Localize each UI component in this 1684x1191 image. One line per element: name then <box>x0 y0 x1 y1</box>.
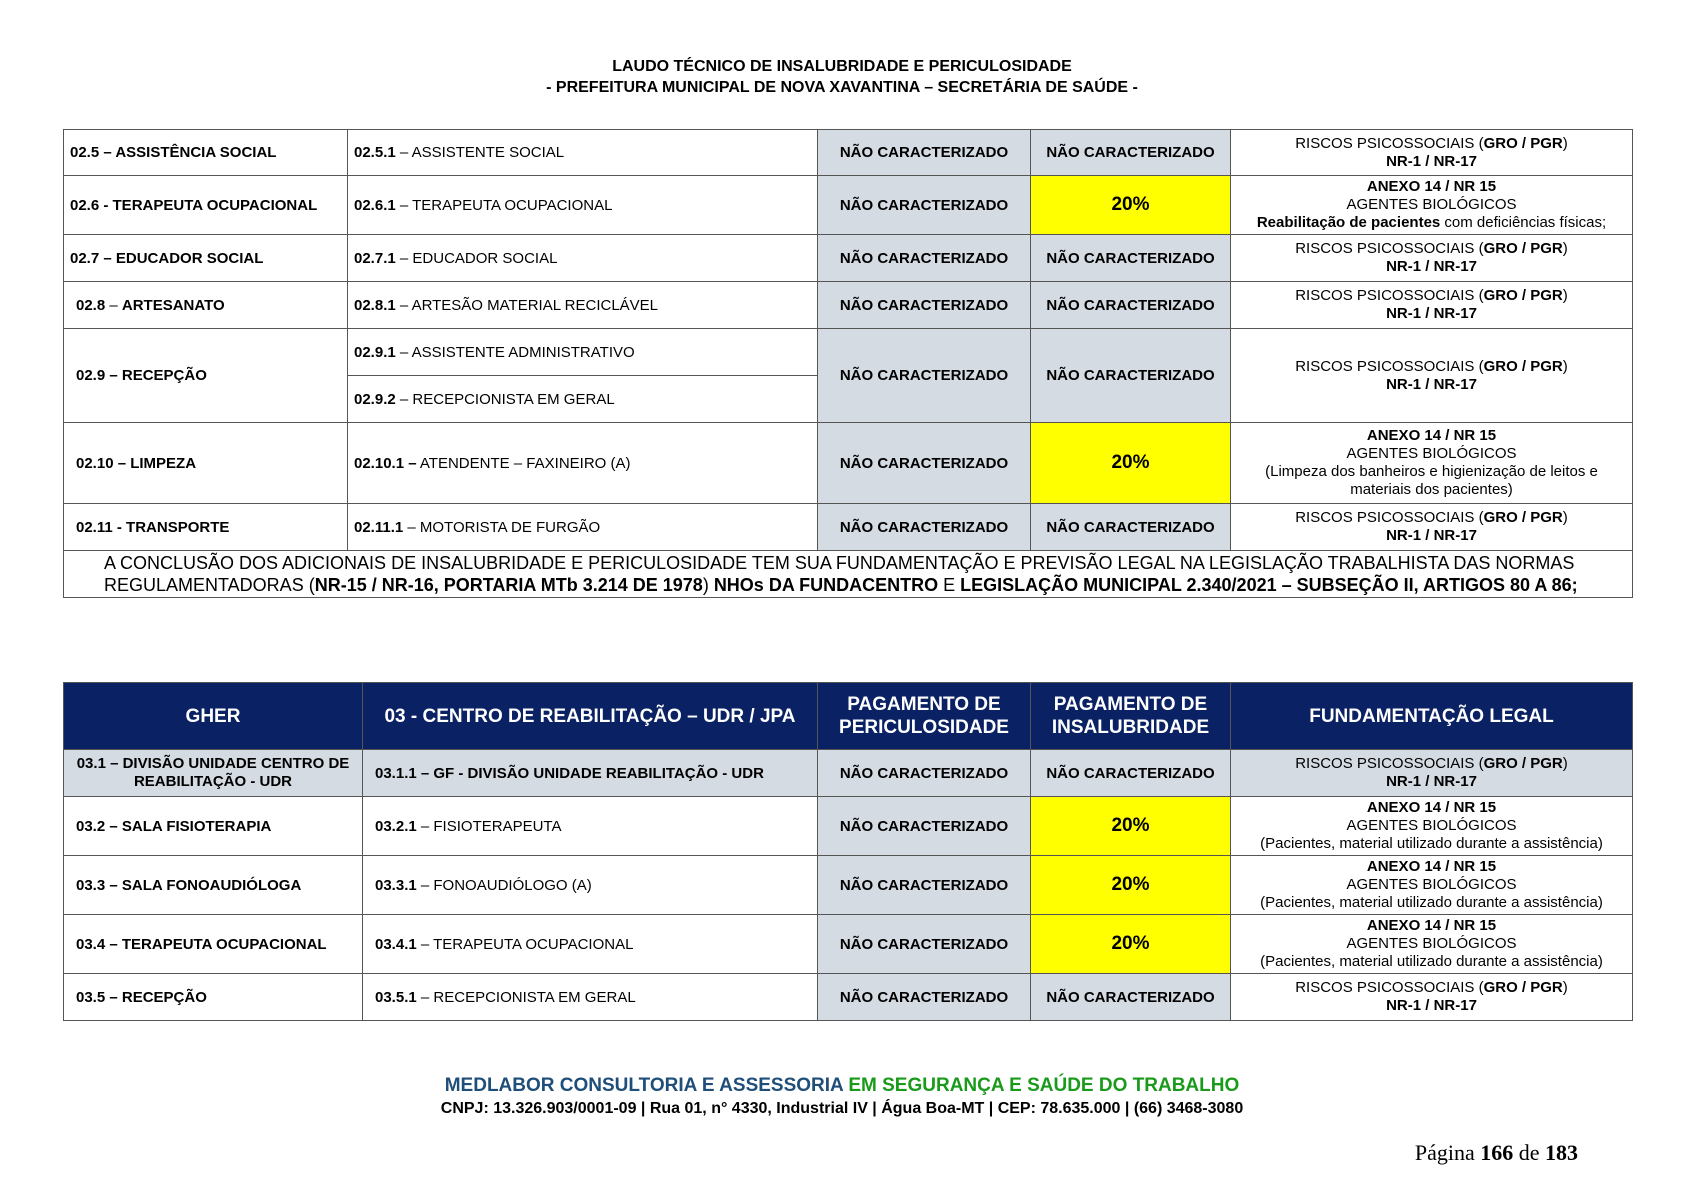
table-row <box>64 282 1633 329</box>
periculosidade-cell: NÃO CARACTERIZADO <box>818 282 1031 329</box>
legal-basis-cell: RISCOS PSICOSSOCIAIS (GRO / PGR) NR-1 / NR-17 <box>1231 974 1633 1021</box>
periculosidade-cell: NÃO CARACTERIZADO <box>818 915 1031 974</box>
gher-cell: 03.5 – RECEPÇÃO <box>64 974 363 1021</box>
header-unit: 03 - CENTRO DE REABILITAÇÃO – UDR / JPA <box>363 683 818 750</box>
insalubridade-cell: 20% <box>1031 856 1231 915</box>
page-number: Página 166 de 183 <box>1414 1140 1578 1165</box>
gher-cell: 02.10 – LIMPEZA <box>64 423 348 504</box>
function-cell: 02.7.1 – EDUCADOR SOCIAL <box>348 235 818 282</box>
periculosidade-cell: NÃO CARACTERIZADO <box>818 423 1031 504</box>
footer-address: CNPJ: 13.326.903/0001-09 | Rua 01, n° 4330, Industrial IV | Água Boa-MT | CEP: 78.635.000 | (66) 3468-3080 <box>440 1100 1244 1117</box>
insalubridade-cell: NÃO CARACTERIZADO <box>1031 130 1231 176</box>
document-subtitle: - PREFEITURA MUNICIPAL DE NOVA XAVANTINA – SECRETÁRIA DE SAÚDE - <box>546 79 1138 96</box>
gher-cell: 03.4 – TERAPEUTA OCUPACIONAL <box>64 915 363 974</box>
periculosidade-cell: NÃO CARACTERIZADO <box>818 856 1031 915</box>
periculosidade-cell: NÃO CARACTERIZADO <box>818 130 1031 176</box>
insalubridade-cell: NÃO CARACTERIZADO <box>1031 282 1231 329</box>
gher-cell: 02.8 – ARTESANATO <box>64 282 348 329</box>
table-row <box>64 423 1633 504</box>
gher-cell: 02.5 – ASSISTÊNCIA SOCIAL <box>64 130 348 176</box>
gher-cell: 03.2 – SALA FISIOTERAPIA <box>64 797 363 856</box>
table-row <box>64 856 1633 915</box>
function-cell: 02.9.2 – RECEPCIONISTA EM GERAL <box>348 376 818 423</box>
table-row <box>64 176 1633 235</box>
conclusion-row <box>64 551 1633 598</box>
table-row <box>64 235 1633 282</box>
table-secretaria-saude <box>63 129 1633 598</box>
table-centro-reabilitacao <box>63 682 1633 1021</box>
gher-cell: 02.7 – EDUCADOR SOCIAL <box>64 235 348 282</box>
header-gher: GHER <box>64 683 363 750</box>
legal-basis-cell: RISCOS PSICOSSOCIAIS (GRO / PGR) NR-1 / NR-17 <box>1231 282 1633 329</box>
insalubridade-cell: NÃO CARACTERIZADO <box>1031 504 1231 551</box>
insalubridade-cell: NÃO CARACTERIZADO <box>1031 235 1231 282</box>
table-row <box>64 797 1633 856</box>
legal-basis-cell: ANEXO 14 / NR 15 AGENTES BIOLÓGICOS Reabilitação de pacientes com deficiências físicas; <box>1231 176 1633 235</box>
document-title: LAUDO TÉCNICO DE INSALUBRIDADE E PERICULOSIDADE <box>612 58 1072 75</box>
legal-basis-cell: RISCOS PSICOSSOCIAIS (GRO / PGR) NR-1 / NR-17 <box>1231 504 1633 551</box>
function-cell: 03.1.1 – GF - DIVISÃO UNIDADE REABILITAÇÃO - UDR <box>363 750 818 797</box>
legal-basis-cell: RISCOS PSICOSSOCIAIS (GRO / PGR) NR-1 / NR-17 <box>1231 329 1633 423</box>
table-row <box>64 504 1633 551</box>
periculosidade-cell: NÃO CARACTERIZADO <box>818 235 1031 282</box>
function-cell: 02.9.1 – ASSISTENTE ADMINISTRATIVO <box>348 329 818 376</box>
periculosidade-cell: NÃO CARACTERIZADO <box>818 329 1031 423</box>
header-insalubridade: PAGAMENTO DE INSALUBRIDADE <box>1031 683 1231 750</box>
periculosidade-cell: NÃO CARACTERIZADO <box>818 974 1031 1021</box>
insalubridade-cell: 20% <box>1031 915 1231 974</box>
insalubridade-cell: 20% <box>1031 797 1231 856</box>
function-cell: 03.3.1 – FONOAUDIÓLOGO (A) <box>363 856 818 915</box>
function-cell: 02.5.1 – ASSISTENTE SOCIAL <box>348 130 818 176</box>
gher-cell: 03.1 – DIVISÃO UNIDADE CENTRO DE REABILITAÇÃO - UDR <box>64 750 363 797</box>
table-row <box>64 915 1633 974</box>
periculosidade-cell: NÃO CARACTERIZADO <box>818 504 1031 551</box>
table-row <box>64 750 1633 797</box>
legal-basis-cell: ANEXO 14 / NR 15 AGENTES BIOLÓGICOS (Pacientes, material utilizado durante a assistência) <box>1231 797 1633 856</box>
insalubridade-cell: NÃO CARACTERIZADO <box>1031 329 1231 423</box>
table-row <box>64 329 1633 376</box>
periculosidade-cell: NÃO CARACTERIZADO <box>818 797 1031 856</box>
function-cell: 02.8.1 – ARTESÃO MATERIAL RECICLÁVEL <box>348 282 818 329</box>
function-cell: 03.4.1 – TERAPEUTA OCUPACIONAL <box>363 915 818 974</box>
legal-basis-cell: ANEXO 14 / NR 15 AGENTES BIOLÓGICOS (Pacientes, material utilizado durante a assistência) <box>1231 915 1633 974</box>
periculosidade-cell: NÃO CARACTERIZADO <box>818 750 1031 797</box>
function-cell: 02.11.1 – MOTORISTA DE FURGÃO <box>348 504 818 551</box>
insalubridade-cell: 20% <box>1031 176 1231 235</box>
insalubridade-cell: 20% <box>1031 423 1231 504</box>
table-row <box>64 130 1633 176</box>
conclusion-text: A CONCLUSÃO DOS ADICIONAIS DE INSALUBRIDADE E PERICULOSIDADE TEM SUA FUNDAMENTAÇÃO E PREVISÃO LEGAL NA LEGISLAÇÃO TRABALHISTA DAS NORMAS REGULAMENTADORAS (NR-15 / NR-16, PORTARIA MTb 3.214 DE 1978) NHOs DA FUNDACENTRO E LEGISLAÇÃO MUNICIPAL 2.340/2021 – SUBSEÇÃO II, ARTIGOS 80 A 86; <box>64 551 1633 598</box>
legal-basis-cell: RISCOS PSICOSSOCIAIS (GRO / PGR) NR-1 / NR-17 <box>1231 235 1633 282</box>
function-cell: 02.10.1 – ATENDENTE – FAXINEIRO (A) <box>348 423 818 504</box>
table-row <box>64 974 1633 1021</box>
legal-basis-cell: RISCOS PSICOSSOCIAIS (GRO / PGR) NR-1 / NR-17 <box>1231 750 1633 797</box>
gher-cell: 03.3 – SALA FONOAUDIÓLOGA <box>64 856 363 915</box>
header-periculosidade: PAGAMENTO DE PERICULOSIDADE <box>818 683 1031 750</box>
periculosidade-cell: NÃO CARACTERIZADO <box>818 176 1031 235</box>
function-cell: 03.2.1 – FISIOTERAPEUTA <box>363 797 818 856</box>
function-cell: 03.5.1 – RECEPCIONISTA EM GERAL <box>363 974 818 1021</box>
legal-basis-cell: ANEXO 14 / NR 15 AGENTES BIOLÓGICOS (Limpeza dos banheiros e higienização de leitos e materiais dos pacientes) <box>1231 423 1633 504</box>
insalubridade-cell: NÃO CARACTERIZADO <box>1031 974 1231 1021</box>
header-fundamentacao: FUNDAMENTAÇÃO LEGAL <box>1231 683 1633 750</box>
legal-basis-cell: ANEXO 14 / NR 15 AGENTES BIOLÓGICOS (Pacientes, material utilizado durante a assistência) <box>1231 856 1633 915</box>
footer-company: MEDLABOR CONSULTORIA E ASSESSORIA EM SEGURANÇA E SAÚDE DO TRABALHO <box>444 1075 1240 1096</box>
gher-cell: 02.6 - TERAPEUTA OCUPACIONAL <box>64 176 348 235</box>
function-cell: 02.6.1 – TERAPEUTA OCUPACIONAL <box>348 176 818 235</box>
insalubridade-cell: NÃO CARACTERIZADO <box>1031 750 1231 797</box>
gher-cell: 02.11 - TRANSPORTE <box>64 504 348 551</box>
table-header-row <box>64 683 1633 750</box>
gher-cell: 02.9 – RECEPÇÃO <box>64 329 348 423</box>
legal-basis-cell: RISCOS PSICOSSOCIAIS (GRO / PGR) NR-1 / NR-17 <box>1231 130 1633 176</box>
